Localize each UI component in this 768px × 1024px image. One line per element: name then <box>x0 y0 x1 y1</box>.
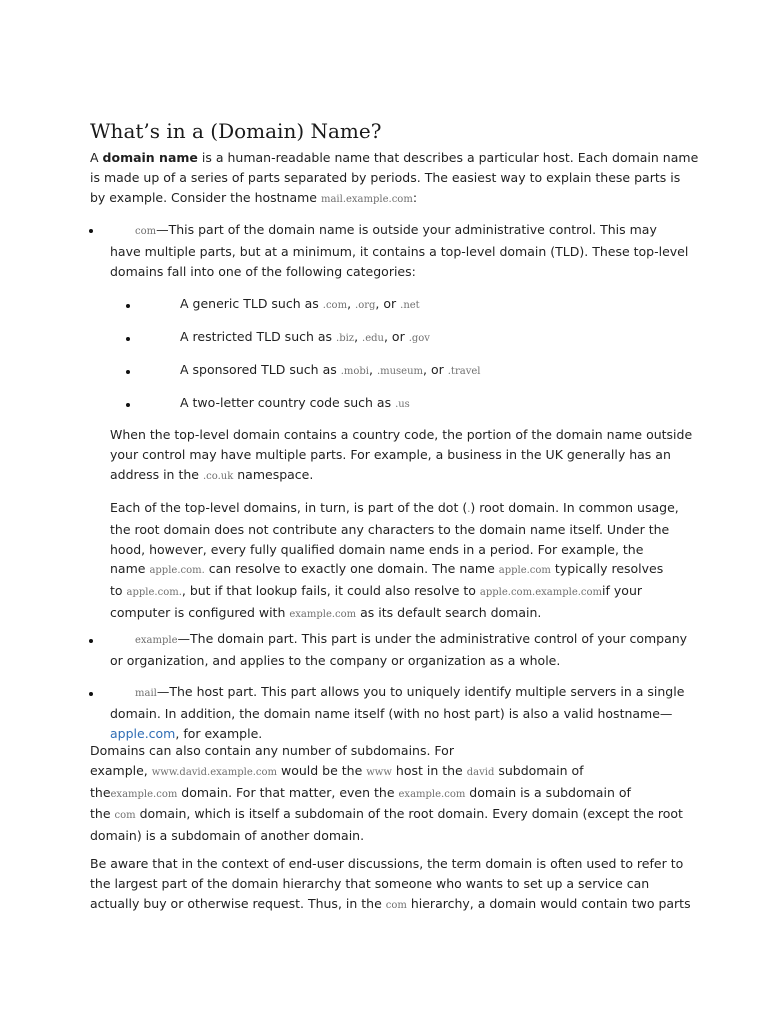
text: host in the <box>391 762 467 778</box>
text: , or <box>375 296 401 311</box>
text: the root domain does not contribute any characters to the domain name itself. Under the <box>110 521 670 537</box>
text: domain is a subdomain of <box>465 784 631 800</box>
text: typically resolves <box>550 561 664 577</box>
code-dot: . <box>467 504 471 515</box>
text: have multiple parts, but at a minimum, it contains a top-level domain (TLD). These top-level <box>110 243 689 259</box>
text: your control may have multiple parts. For example, a business in the UK generally has an <box>110 446 671 462</box>
code-example-part: example <box>135 635 178 646</box>
code-mail-part: mail <box>135 688 157 699</box>
code-david: david <box>466 766 495 778</box>
text: is made up of a series of parts separated by periods. The easiest way to explain these parts is <box>90 169 681 185</box>
text: —This part of the domain name is outside your administrative control. This may <box>156 222 657 237</box>
bullet-dot <box>126 304 130 308</box>
text: the <box>90 806 115 822</box>
text: is a human-readable name that describes a particular host. Each domain name <box>197 150 699 165</box>
text: ) root domain. In common usage, <box>470 500 679 515</box>
text: , <box>347 296 356 311</box>
code-tld: .biz <box>336 333 355 344</box>
term-domain-name: domain name <box>102 150 198 165</box>
list-item-mail <box>110 682 684 743</box>
text: can resolve to exactly one domain. The name <box>204 561 499 577</box>
bullet-dot <box>89 229 93 233</box>
text: as its default search domain. <box>356 604 542 620</box>
code-com: com <box>114 810 136 822</box>
text: Domains can also contain any number of subdomains. For <box>90 743 454 758</box>
code-tld: .net <box>400 300 420 311</box>
text: A generic TLD such as <box>180 296 323 311</box>
code-example: example.com <box>398 788 466 800</box>
code-tld: .us <box>395 399 410 410</box>
text: the largest part of the domain hierarchy that someone who wants to set up a service can <box>90 875 650 891</box>
text: A restricted TLD such as <box>180 329 337 344</box>
code-tld: .org <box>355 300 376 311</box>
text: , or <box>383 329 409 344</box>
text: , for example. <box>175 725 263 741</box>
bullet-dot <box>126 403 130 407</box>
text: namespace. <box>233 466 314 482</box>
text: if your <box>602 583 643 599</box>
code-example: example.com <box>289 608 357 620</box>
text: domain, which is itself a subdomain of the root domain. Every domain (except the root <box>135 806 683 822</box>
code-example: example.com <box>110 788 178 800</box>
text: When the top-level domain contains a country code, the portion of the domain name outside <box>110 427 693 442</box>
list-item-country-tld <box>180 393 410 415</box>
text: domain. In addition, the domain name itself (with no host part) is also a valid hostname— <box>110 705 673 721</box>
text: or organization, and applies to the company or organization as a whole. <box>110 652 561 668</box>
text: name <box>110 561 150 577</box>
code-www-david: www.david.example.com <box>151 766 278 778</box>
text: domains fall into one of the following categories: <box>110 263 416 279</box>
text: subdomain of <box>494 762 584 778</box>
code-couk: .co.uk <box>202 470 234 482</box>
text: computer is configured with <box>110 604 290 620</box>
text: , <box>369 362 377 377</box>
text: to <box>110 583 127 599</box>
text: , or <box>423 362 448 377</box>
text: , but if that lookup fails, it could also resolve to <box>181 583 480 599</box>
text: address in the <box>110 466 203 482</box>
list-item-generic-tld <box>180 294 420 316</box>
list-item-com <box>110 220 688 281</box>
text: : <box>412 189 418 205</box>
list-item-sponsored-tld <box>180 360 480 382</box>
intro-paragraph <box>90 148 698 209</box>
code-com: com <box>135 226 157 237</box>
code-www: www <box>366 766 392 778</box>
page-title: What’s in a (Domain) Name? <box>90 119 382 143</box>
text: example, <box>90 762 152 778</box>
text: hierarchy, a domain would contain two parts <box>406 895 691 911</box>
code-apple: apple.com <box>498 565 551 577</box>
text: A <box>90 150 103 165</box>
text: would be the <box>277 762 367 778</box>
text: actually buy or otherwise request. Thus, in the <box>90 895 386 911</box>
aware-paragraph <box>90 854 691 915</box>
code-com: com <box>385 899 407 911</box>
text: Be aware that in the context of end-user discussions, the term domain is often used to refer to <box>90 856 684 871</box>
code-apple-fqdn: apple.com. <box>149 565 205 577</box>
code-tld: .travel <box>447 366 481 377</box>
bullet-dot <box>126 337 130 341</box>
text: Each of the top-level domains, in turn, is part of the dot ( <box>110 500 468 515</box>
code-apple-example: apple.com.example.com <box>479 587 603 599</box>
list-item-restricted-tld <box>180 327 430 349</box>
code-tld: .com <box>322 300 348 311</box>
bullet-dot <box>126 370 130 374</box>
code-tld: .gov <box>408 333 430 344</box>
text: the <box>90 784 111 800</box>
code-apple-fqdn: apple.com. <box>126 587 182 599</box>
text: by example. Consider the hostname <box>90 189 321 205</box>
code-tld: .museum <box>376 366 424 377</box>
text: , <box>354 329 363 344</box>
text: domain) is a subdomain of another domain. <box>90 828 365 844</box>
text: A two-letter country code such as <box>180 395 396 410</box>
subdomain-paragraph <box>90 741 683 846</box>
text: A sponsored TLD such as <box>180 362 341 377</box>
code-tld: .mobi <box>340 366 369 377</box>
text: domain. For that matter, even the <box>177 784 399 800</box>
code-tld: .edu <box>362 333 384 344</box>
text: —The host part. This part allows you to uniquely identify multiple servers in a single <box>156 684 685 699</box>
country-code-paragraph <box>110 425 692 486</box>
code-hostname: mail.example.com <box>320 193 413 205</box>
list-item-example <box>110 629 687 671</box>
bullet-dot <box>89 639 93 643</box>
text: —The domain part. This part is under the administrative control of your company <box>177 631 688 646</box>
bullet-dot <box>89 692 93 696</box>
text: hood, however, every fully qualified domain name ends in a period. For example, the <box>110 541 644 557</box>
apple-com-link[interactable]: apple.com <box>110 725 176 741</box>
root-domain-paragraph <box>110 498 679 625</box>
